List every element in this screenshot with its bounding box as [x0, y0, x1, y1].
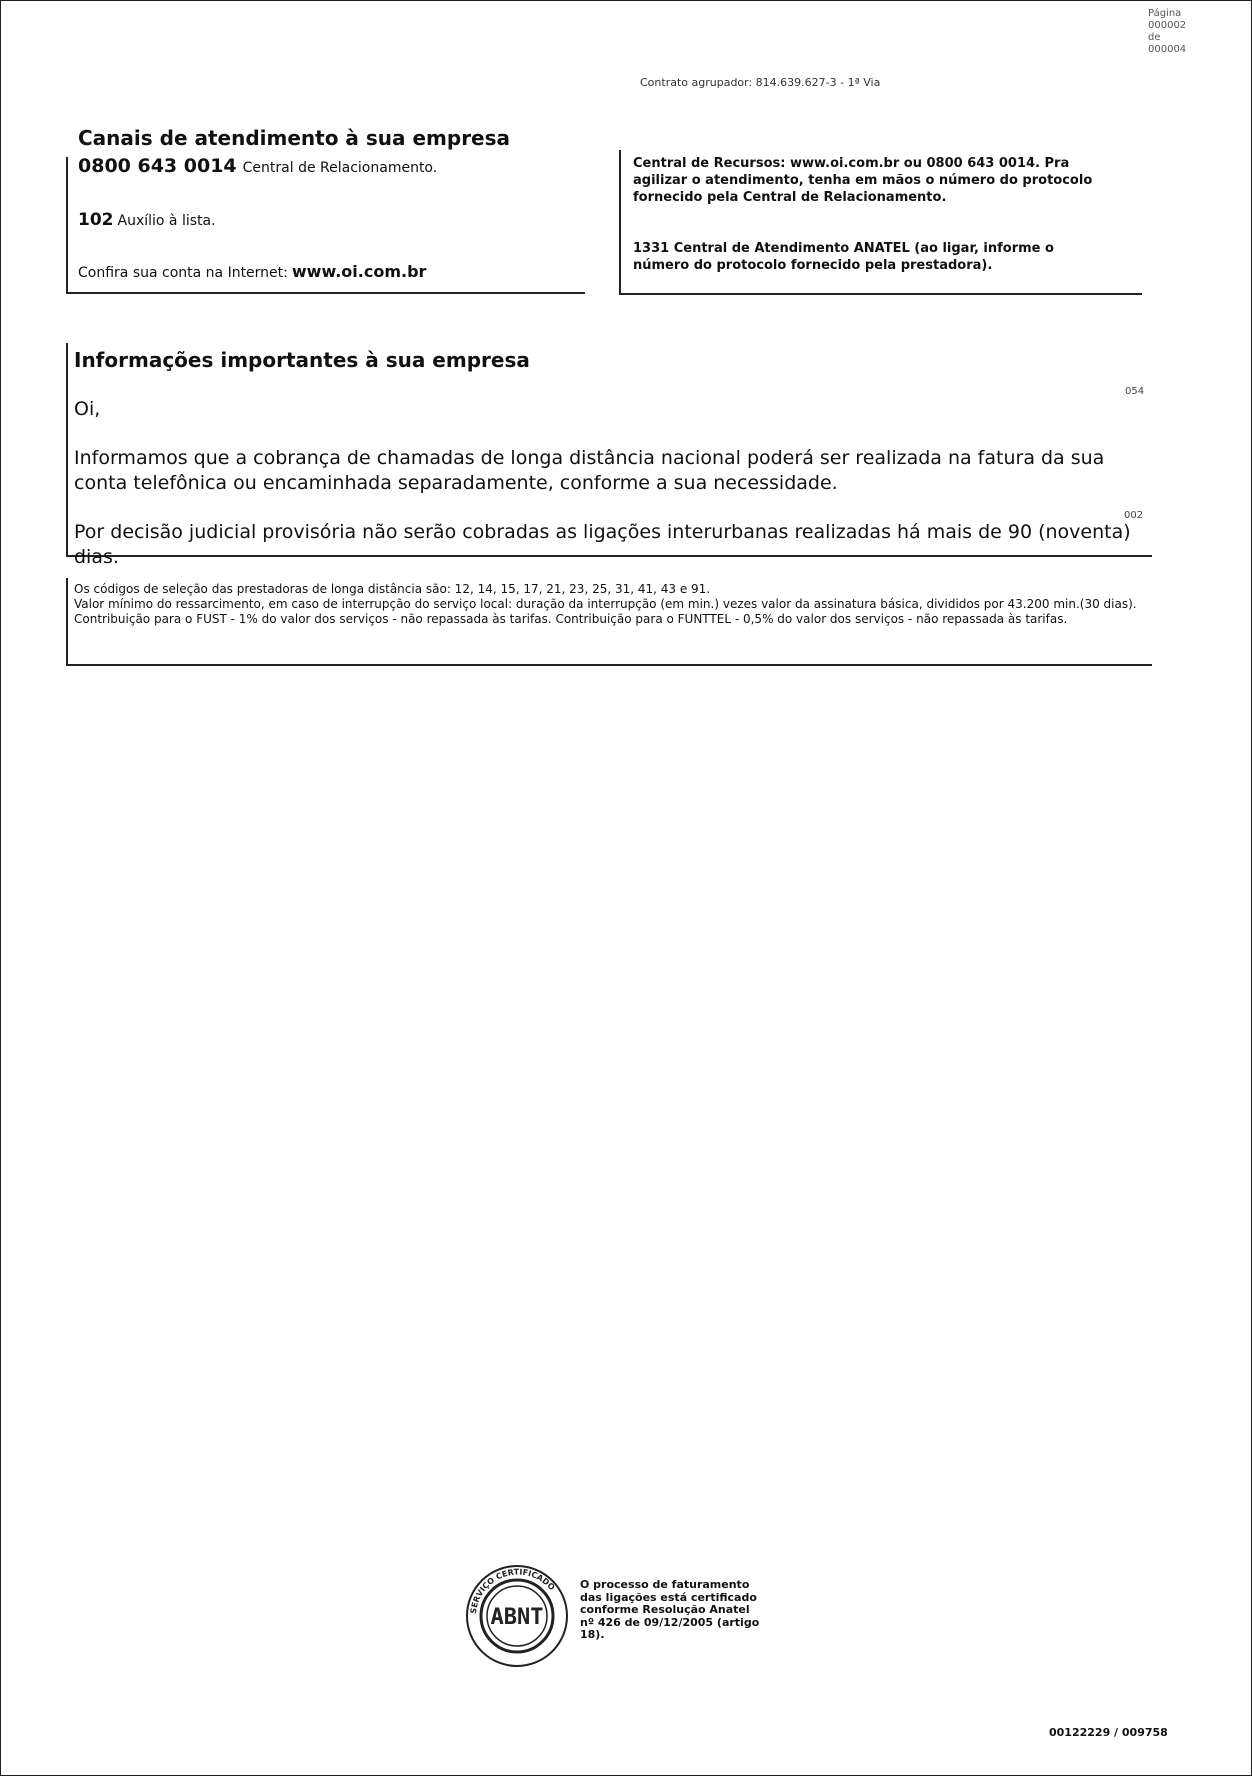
central-recursos-text: Central de Recursos: www.oi.com.br ou 0800 643 0014. Pra agilizar o atendimento, tenha em mãos o número do protocolo fornecido pela Central de Relacionamento.	[633, 156, 1093, 205]
notes	[74, 582, 1164, 627]
main-phone-number: 0800 643 0014	[78, 155, 237, 177]
info-code-2: 002	[1124, 510, 1144, 521]
certification-text: O processo de faturamento das ligações está certificado conforme Resolução Anatel nº 426 de 09/12/2005 (artigo 18).	[580, 1578, 760, 1641]
internet-line	[78, 262, 426, 281]
list-phone	[78, 210, 216, 230]
internet-label: Confira sua conta na Internet:	[78, 265, 288, 281]
info-code-1: 054	[1125, 386, 1145, 397]
notes-line-1: Os códigos de seleção das prestadoras de longa distância são: 12, 14, 15, 17, 21, 23, 25, 31, 41, 43 e 91.	[74, 582, 711, 596]
footer-code: 00122229 / 009758	[1049, 1726, 1168, 1739]
info-paragraph-1: Informamos que a cobrança de chamadas de longa distância nacional poderá ser realizada na fatura da sua conta telefônica ou encaminhada separadamente, conforme a sua necessidade.	[74, 447, 1105, 494]
list-phone-number: 102	[78, 210, 114, 230]
page-number	[1148, 8, 1188, 56]
seal-top-text: SERVIÇO CERTIFICADO	[468, 1567, 557, 1615]
page-label: Página	[1148, 8, 1182, 19]
main-phone	[78, 155, 437, 177]
page-value: 000002 de	[1148, 20, 1187, 43]
anatel-text: 1331 Central de Atendimento ANATEL (ao ligar, informe o número do protocolo fornecido pela prestadora).	[633, 241, 1054, 273]
internet-url: www.oi.com.br	[291, 262, 427, 281]
abnt-seal-icon	[462, 1552, 572, 1674]
info-paragraph-2: Por decisão judicial provisória não serão cobradas as ligações interurbanas realizadas há mais de 90 (noventa) dias.	[74, 521, 1131, 568]
page-total: 000004	[1148, 44, 1187, 55]
info-title: Informações importantes à sua empresa	[74, 348, 530, 372]
main-phone-desc: Central de Relacionamento.	[242, 160, 438, 176]
channels-title: Canais de atendimento à sua empresa	[78, 126, 511, 150]
seal-logo-text: ABNT	[490, 1605, 544, 1630]
notes-line-2: Valor mínimo do ressarcimento, em caso de interrupção do serviço local: duração da interrupção (em min.) vezes valor da assinatura básica, divididos por 43.200 min.(30 dias).	[74, 597, 1137, 611]
info-greeting: Oi,	[74, 398, 101, 420]
list-phone-desc: Auxílio à lista.	[117, 213, 216, 229]
contract-label: Contrato agrupador: 814.639.627-3 - 1ª Via	[640, 76, 881, 89]
notes-line-3: Contribuição para o FUST - 1% do valor dos serviços - não repassada às tarifas. Contribuição para o FUNTTEL - 0,5% do valor dos serviços - não repassada às tarifas.	[74, 612, 1068, 626]
